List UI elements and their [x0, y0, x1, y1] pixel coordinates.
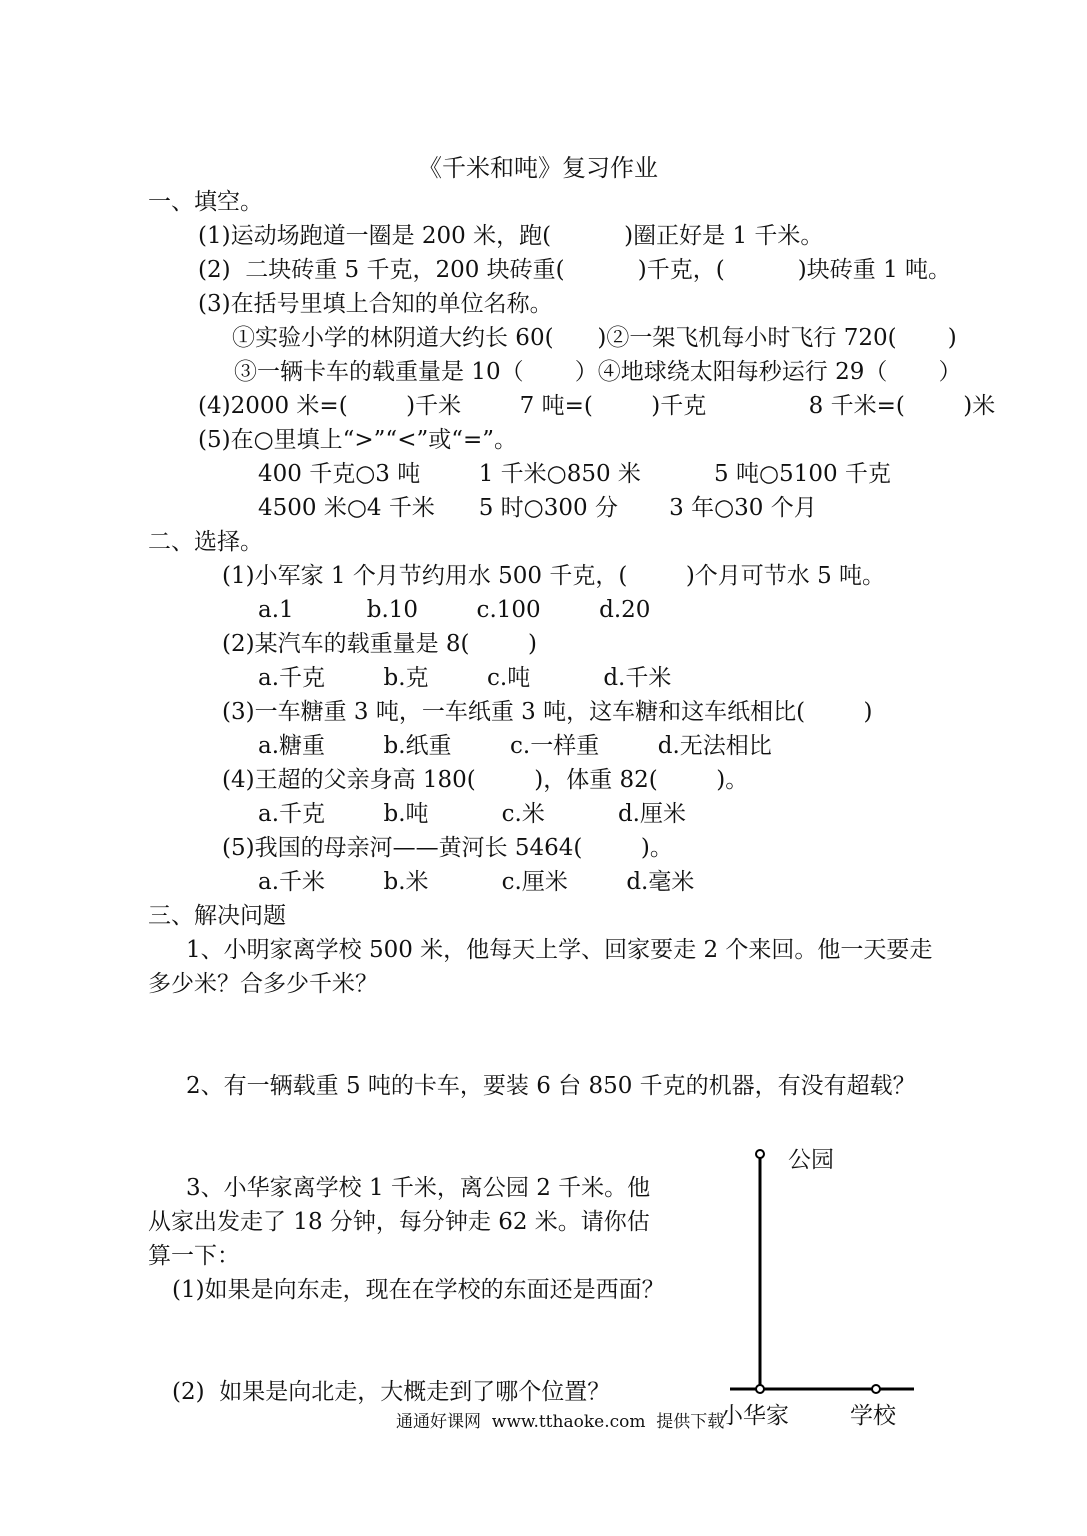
park-point — [756, 1150, 764, 1158]
map-label-park: 公园 — [788, 1147, 834, 1173]
s3-p3-line3: 算一下： — [148, 1243, 240, 1269]
s2-q5-options: a.千米 b.米 c.厘米 d.毫米 — [258, 869, 695, 895]
s2-q4: (4)王超的父亲身高 180( )，体重 82( )。 — [222, 767, 749, 793]
s3-p1-line1: 1、小明家离学校 500 米，他每天上学、回家要走 2 个来回。他一天要走 — [186, 937, 933, 963]
s3-p3-line2: 从家出发走了 18 分钟，每分钟走 62 米。请你估 — [148, 1209, 650, 1235]
s1-q5: (5)在○里填上“>”“<”或“=”。 — [198, 427, 518, 453]
s2-q3: (3)一车糖重 3 吨，一车纸重 3 吨，这车糖和这车纸相比( ) — [222, 699, 873, 725]
s2-q3-options: a.糖重 b.纸重 c.一样重 d.无法相比 — [258, 733, 772, 759]
s3-p1-line2: 多少米？合多少千米？ — [148, 971, 378, 997]
s2-q2: (2)某汽车的载重量是 8( ) — [222, 631, 537, 657]
s2-q4-options: a.千克 b.吨 c.米 d.厘米 — [258, 801, 686, 827]
s2-q2-options: a.千克 b.克 c.吨 d.千米 — [258, 665, 672, 691]
section2-heading: 二、选择。 — [148, 529, 263, 555]
s3-p3-line1: 3、小华家离学校 1 千米，离公园 2 千米。他 — [186, 1175, 651, 1201]
home-point — [756, 1385, 764, 1393]
s2-q1: (1)小军家 1 个月节约用水 500 千克，( )个月可节水 5 吨。 — [222, 563, 886, 589]
page-title: 《千米和吨》复习作业 — [418, 154, 658, 182]
s1-q1: (1)运动场跑道一圈是 200 米，跑( )圈正好是 1 千米。 — [198, 223, 824, 249]
s2-q5: (5)我国的母亲河——黄河长 5464( )。 — [222, 835, 673, 861]
s3-p3-sub2: (2) 如果是向北走，大概走到了哪个位置？ — [172, 1379, 611, 1405]
s1-q5-line1: 400 千克○3 吨 1 千米○850 米 5 吨○5100 千克 — [258, 461, 891, 487]
map-label-school: 学校 — [850, 1403, 896, 1429]
school-point — [872, 1385, 880, 1393]
s1-q4: (4)2000 米=( )千米 7 吨=( )千克 8 千米=( )米 — [198, 393, 996, 419]
s1-q2: (2) 二块砖重 5 千克，200 块砖重( )千克，( )块砖重 1 吨。 — [198, 257, 952, 283]
s3-p3-sub1: (1)如果是向东走，现在在学校的东面还是西面？ — [172, 1277, 665, 1303]
section1-heading: 一、填空。 — [148, 189, 263, 215]
s2-q1-options: a.1 b.10 c.100 d.20 — [258, 597, 651, 623]
section3-heading: 三、解决问题 — [148, 903, 286, 929]
s1-q3-line1: ①实验小学的林阴道大约长 60( )②一架飞机每小时飞行 720( ) — [232, 325, 957, 351]
footer-credit: 通通好课网 www.tthaoke.com 提供下载 — [396, 1412, 725, 1432]
s3-p2: 2、有一辆载重 5 吨的卡车，要装 6 台 850 千克的机器，有没有超载？ — [186, 1073, 916, 1099]
s1-q5-line2: 4500 米○4 千米 5 时○300 分 3 年○30 个月 — [258, 495, 817, 521]
map-label-home: 小华家 — [720, 1403, 789, 1429]
s1-q3-line2: ③一辆卡车的载重量是 10（ ）④地球绕太阳每秒运行 29（ ） — [234, 359, 962, 385]
s1-q3: (3)在括号里填上合知的单位名称。 — [198, 291, 553, 317]
